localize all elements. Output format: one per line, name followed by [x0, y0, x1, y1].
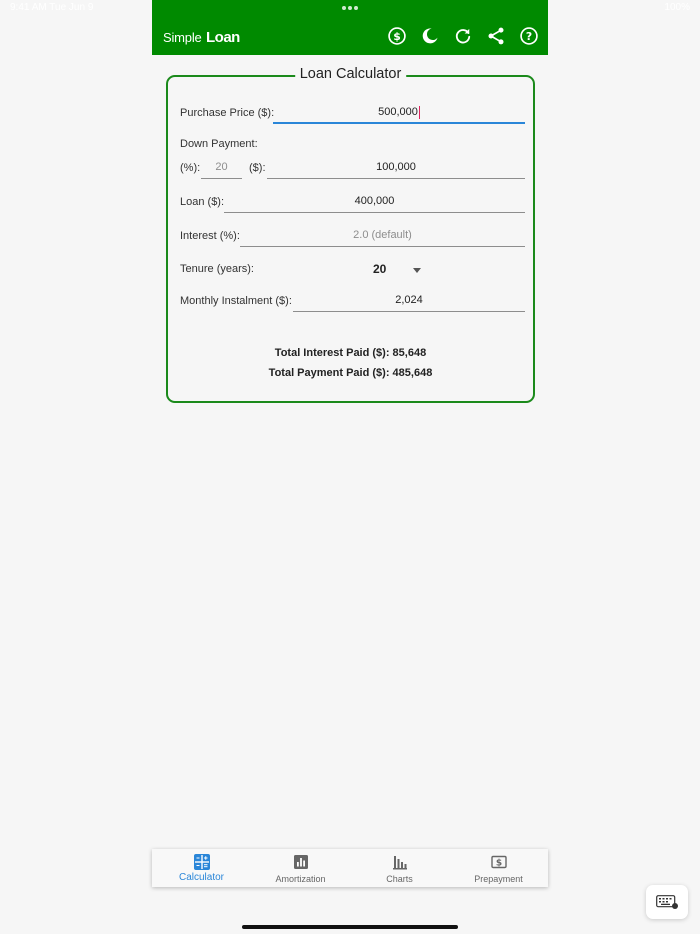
tenure-select[interactable]: 20 — [373, 262, 387, 276]
down-percent-label: (%): — [180, 162, 201, 174]
tab-charts[interactable] — [350, 849, 449, 887]
help-icon[interactable] — [518, 25, 540, 47]
svg-text:$: $ — [393, 29, 401, 43]
purchase-price-input[interactable] — [273, 102, 525, 124]
down-percent-input[interactable]: 20 — [201, 157, 242, 179]
total-interest-paid: Total Interest Paid ($): 85,648 — [274, 347, 427, 359]
app-bar — [152, 0, 548, 55]
loan-input[interactable]: 400,000 — [224, 191, 525, 213]
logo-loan: Loan — [206, 29, 240, 46]
svg-text:?: ? — [525, 29, 533, 43]
down-payment-label: Down Payment: — [180, 138, 258, 150]
loan-calculator-card — [166, 66, 535, 403]
calculator-icon — [194, 854, 210, 870]
bottom-navigation — [152, 849, 548, 887]
total-payment-paid: Total Payment Paid ($): 485,648 — [268, 367, 433, 379]
keyboard-icon — [656, 895, 678, 909]
tab-prepayment-label: Prepayment — [474, 874, 523, 884]
interest-label: Interest (%): — [180, 230, 240, 242]
logo-simple: Simple — [163, 30, 202, 45]
purchase-price-label: Purchase Price ($): — [180, 107, 275, 119]
tab-calculator[interactable] — [152, 849, 251, 887]
multitask-handle[interactable] — [342, 5, 358, 11]
card-title: Loan Calculator — [295, 66, 407, 82]
toolbar — [386, 25, 540, 47]
monthly-instalment-input[interactable]: 2,024 — [293, 290, 525, 312]
app-logo — [163, 29, 240, 47]
status-battery: 100% — [664, 2, 690, 13]
loan-label: Loan ($): — [180, 196, 225, 208]
tab-amortization-label: Amortization — [275, 874, 326, 884]
chevron-down-icon[interactable] — [413, 268, 421, 273]
refresh-icon[interactable] — [452, 25, 474, 47]
tab-amortization[interactable] — [251, 849, 350, 887]
down-amount-input[interactable]: 100,000 — [267, 157, 525, 179]
interest-input[interactable]: 2.0 (default) — [240, 225, 525, 247]
charts-icon — [392, 854, 408, 870]
status-time: 9:41 AM Tue Jun 9 — [10, 2, 94, 13]
purchase-price-value: 500,000 — [378, 106, 418, 118]
down-amount-label: ($): — [249, 162, 266, 174]
text-caret — [419, 106, 420, 119]
dark-mode-icon[interactable] — [419, 25, 441, 47]
tenure-label: Tenure (years): — [180, 263, 254, 275]
home-indicator[interactable] — [242, 925, 458, 929]
currency-icon[interactable] — [386, 25, 408, 47]
bar-chart-icon — [293, 854, 309, 870]
svg-text:$: $ — [495, 858, 502, 869]
tab-prepayment[interactable] — [449, 849, 548, 887]
tab-calculator-label: Calculator — [178, 872, 225, 883]
share-icon[interactable] — [485, 25, 507, 47]
tab-charts-label: Charts — [386, 874, 413, 884]
monthly-instalment-label: Monthly Instalment ($): — [180, 295, 292, 307]
dollar-bill-icon — [491, 854, 507, 870]
keyboard-button[interactable] — [646, 885, 688, 919]
app-window — [152, 0, 548, 934]
